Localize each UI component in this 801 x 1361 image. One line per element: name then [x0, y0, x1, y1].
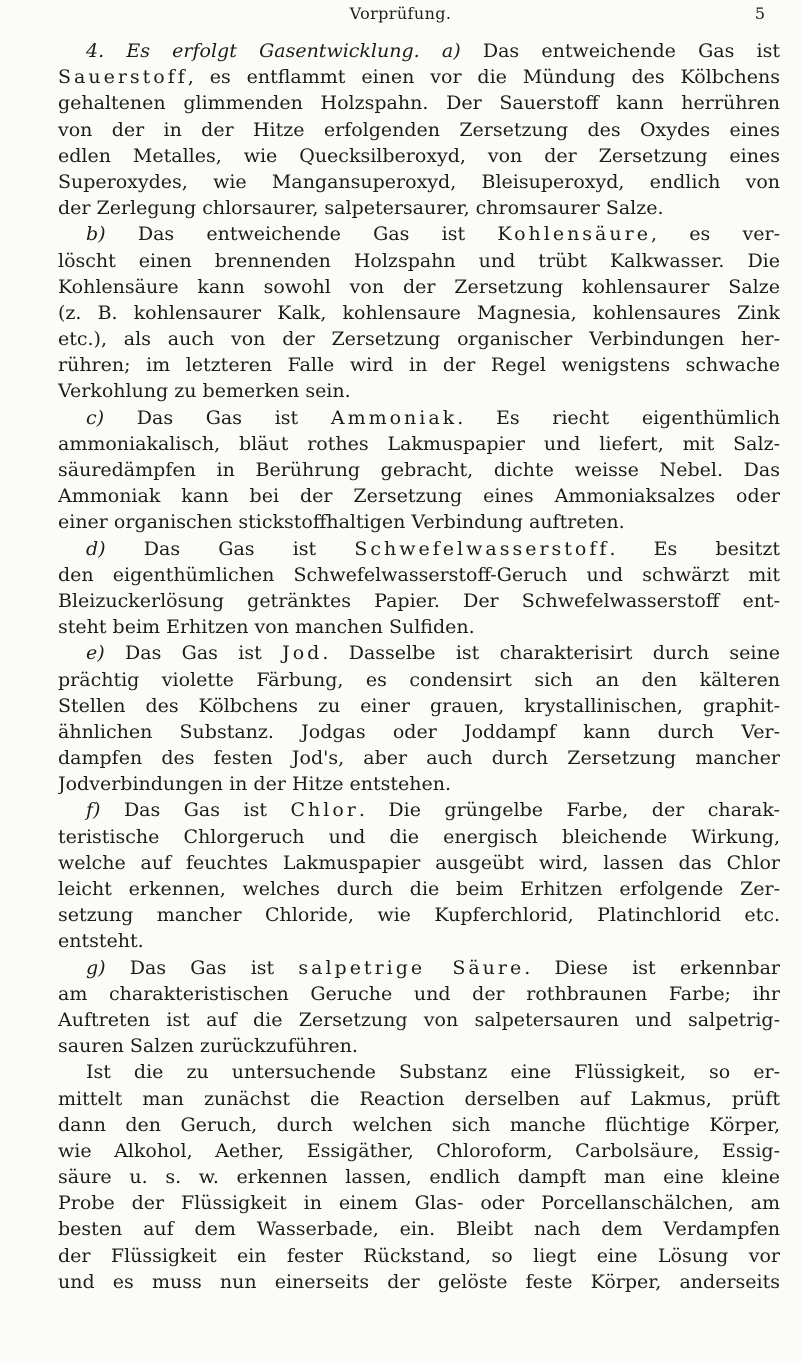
text-run: Stellen des Kölbchens zu einer grauen, krystallinischen, graphit- [58, 694, 780, 717]
text-run: edlen Metalles, wie Quecksilberoxyd, von der Zersetzung eines [58, 144, 780, 167]
text-line [58, 1164, 780, 1190]
text-run: sauren Salzen zurückzuführen. [58, 1035, 358, 1058]
text-line [58, 850, 780, 876]
text-run: Das entweichende Gas ist [105, 223, 498, 246]
text-line [58, 1216, 780, 1242]
text-line [58, 274, 780, 300]
page-number: 5 [754, 4, 765, 23]
text-line [58, 1059, 780, 1085]
text-run: der Zerlegung chlorsaurer, salpetersaurer, chromsaurer Salze. [58, 197, 664, 220]
text-run: . Die grüngelbe Farbe, der charak- [358, 799, 780, 822]
text-run: . Es besitzt [609, 537, 780, 560]
text-run: ähnlichen Substanz. Jodgas oder Joddampf kann durch Ver- [58, 720, 780, 743]
text-run: Auftreten ist auf die Zersetzung von salpetersauren und salpetrig- [58, 1008, 780, 1031]
text-line [58, 719, 780, 745]
text-run: und es muss nun einerseits der gelöste feste Körper, anderseits [58, 1270, 780, 1293]
running-head-title: Vorprüfung. [349, 4, 452, 23]
text-line [58, 1086, 780, 1112]
spaced-term: Chlor [290, 799, 359, 822]
text-run: mittelt man zunächst die Reaction derselben auf Lakmus, prüft [58, 1087, 780, 1110]
text-run: der Flüssigkeit ein fester Rückstand, so liegt eine Lösung vor [58, 1244, 780, 1267]
text-line [58, 981, 780, 1007]
text-line [58, 431, 780, 457]
text-line [58, 64, 780, 90]
italic-run: g) [86, 956, 106, 979]
text-run: rühren; im letzteren Falle wird in der Regel wenigstens schwache [58, 354, 780, 377]
text-run: . Diese ist erkennbar [524, 956, 780, 979]
text-run: Das Gas ist [104, 406, 331, 429]
text-run: Das entweichende Gas ist [460, 40, 780, 62]
text-line [58, 1190, 780, 1216]
spaced-term: Kohlensäure [497, 223, 651, 246]
text-line [58, 1007, 780, 1033]
text-line [58, 248, 780, 274]
text-line [58, 169, 780, 195]
italic-run: f) [86, 799, 101, 822]
italic-run: b) [86, 223, 106, 246]
text-line [58, 143, 780, 169]
spaced-term: Ammoniak [330, 406, 458, 429]
body-text [58, 38, 780, 1295]
text-line [58, 902, 780, 928]
text-run: Das Gas ist [105, 956, 299, 979]
text-run: , es entflammt einen vor die Mündung des Kölbchens [187, 66, 780, 89]
text-run: steht beim Erhitzen von manchen Sulfiden. [58, 616, 475, 639]
spaced-term: Schwefelwasserstoff [354, 537, 610, 560]
italic-run: 4. Es erfolgt Gasentwicklung. a) [86, 40, 461, 62]
text-run: leicht erkennen, welches durch die beim Erhitzen erfolgende Zer- [58, 878, 780, 900]
text-run: Das Gas ist [100, 799, 291, 822]
text-run: ammoniakalisch, bläut rothes Lakmuspapier und liefert, mit Salz- [58, 432, 780, 455]
text-run: Verkohlung zu bemerken sein. [58, 380, 351, 403]
text-line [58, 90, 780, 116]
text-run: Ammoniak kann bei der Zersetzung eines Ammoniaksalzes oder [58, 485, 780, 508]
text-line [58, 221, 780, 247]
text-run: Superoxydes, wie Mangansuperoxyd, Bleisuperoxyd, endlich von [58, 170, 780, 193]
text-line [58, 745, 780, 771]
text-line [58, 1269, 780, 1295]
text-line [58, 693, 780, 719]
italic-run: c) [86, 406, 105, 429]
text-run: am charakteristischen Geruche und der rothbraunen Farbe; ihr [58, 982, 780, 1005]
text-line [58, 457, 780, 483]
text-line [58, 38, 780, 64]
text-line [58, 483, 780, 509]
text-line [58, 614, 780, 640]
spaced-term: Sauerstoff [58, 66, 188, 89]
text-run: entsteht. [58, 930, 144, 953]
text-run: (z. B. kohlensaurer Kalk, kohlensaure Magnesia, kohlensaures Zink [58, 301, 780, 324]
text-line [58, 509, 780, 535]
text-line [58, 405, 780, 431]
text-line [58, 195, 780, 221]
spaced-term: salpetrige Säure [298, 956, 525, 979]
text-line [58, 326, 780, 352]
text-line [58, 1138, 780, 1164]
text-run: gehaltenen glimmenden Holzspahn. Der Sauerstoff kann herrühren [58, 92, 780, 115]
text-run: dampfen des festen Jod's, aber auch durch Zersetzung mancher [58, 747, 780, 770]
text-line [58, 1112, 780, 1138]
text-run: den eigenthümlichen Schwefelwasserstoff-Geruch und schwärzt mit [58, 563, 780, 586]
text-run: säuredämpfen in Berührung gebracht, dichte weisse Nebel. Das [58, 459, 780, 481]
text-line [58, 378, 780, 404]
text-run: säure u. s. w. erkennen lassen, endlich dampft man eine kleine [58, 1166, 780, 1189]
spaced-term: Jod [282, 642, 323, 665]
text-line [58, 588, 780, 614]
text-run: einer organischen stickstoffhaltigen Verbindung auftreten. [58, 511, 625, 534]
text-run: Jodverbindungen in der Hitze entstehen. [58, 773, 452, 796]
text-line [58, 300, 780, 326]
text-line [58, 824, 780, 850]
text-line [58, 562, 780, 588]
text-run: besten auf dem Wasserbade, ein. Bleibt nach dem Verdampfen [58, 1218, 780, 1241]
text-line [58, 955, 780, 981]
text-line [58, 797, 780, 823]
text-line [58, 117, 780, 143]
text-run: von der in der Hitze erfolgenden Zersetzung des Oxydes eines [58, 118, 780, 141]
text-line [58, 667, 780, 693]
text-line [58, 928, 780, 954]
text-run: wie Alkohol, Aether, Essigäther, Chloroform, Carbolsäure, Essig- [58, 1139, 780, 1162]
text-run: , es ver- [650, 223, 780, 246]
text-line [58, 640, 780, 666]
text-run: Das Gas ist [105, 537, 355, 560]
text-run: löscht einen brennenden Holzspahn und trübt Kalkwasser. Die [58, 249, 780, 272]
text-run: dann den Geruch, durch welchen sich manche flüchtige Körper, [58, 1113, 780, 1136]
text-run: . Es riecht eigenthümlich [457, 406, 780, 429]
text-run: setzung mancher Chloride, wie Kupferchlorid, Platinchlorid etc. [58, 904, 780, 927]
text-line [58, 1033, 780, 1059]
text-line [58, 771, 780, 797]
italic-run: e) [86, 642, 105, 665]
italic-run: d) [86, 537, 106, 560]
text-run: Das Gas ist [104, 642, 283, 665]
text-run: Bleizuckerlösung getränktes Papier. Der Schwefelwasserstoff ent- [58, 589, 780, 612]
text-line [58, 352, 780, 378]
text-run: prächtig violette Färbung, es condensirt sich an den kälteren [58, 668, 780, 691]
text-run: Ist die zu untersuchende Substanz eine Flüssigkeit, so er- [86, 1061, 780, 1084]
text-run: Kohlensäure kann sowohl von der Zersetzung kohlensaurer Salze [58, 275, 780, 298]
text-line [58, 536, 780, 562]
running-head [0, 4, 801, 34]
text-run: . Dasselbe ist charakterisirt durch seine [322, 642, 780, 665]
text-run: etc.), als auch von der Zersetzung organischer Verbindungen her- [58, 328, 780, 351]
text-line [58, 1243, 780, 1269]
text-run: welche auf feuchtes Lakmuspapier ausgeübt wird, lassen das Chlor [58, 851, 780, 874]
text-run: Probe der Flüssigkeit in einem Glas- oder Porcellanschälchen, am [58, 1192, 780, 1215]
text-line [58, 876, 780, 902]
text-run: teristische Chlorgeruch und die energisch bleichende Wirkung, [58, 825, 780, 848]
